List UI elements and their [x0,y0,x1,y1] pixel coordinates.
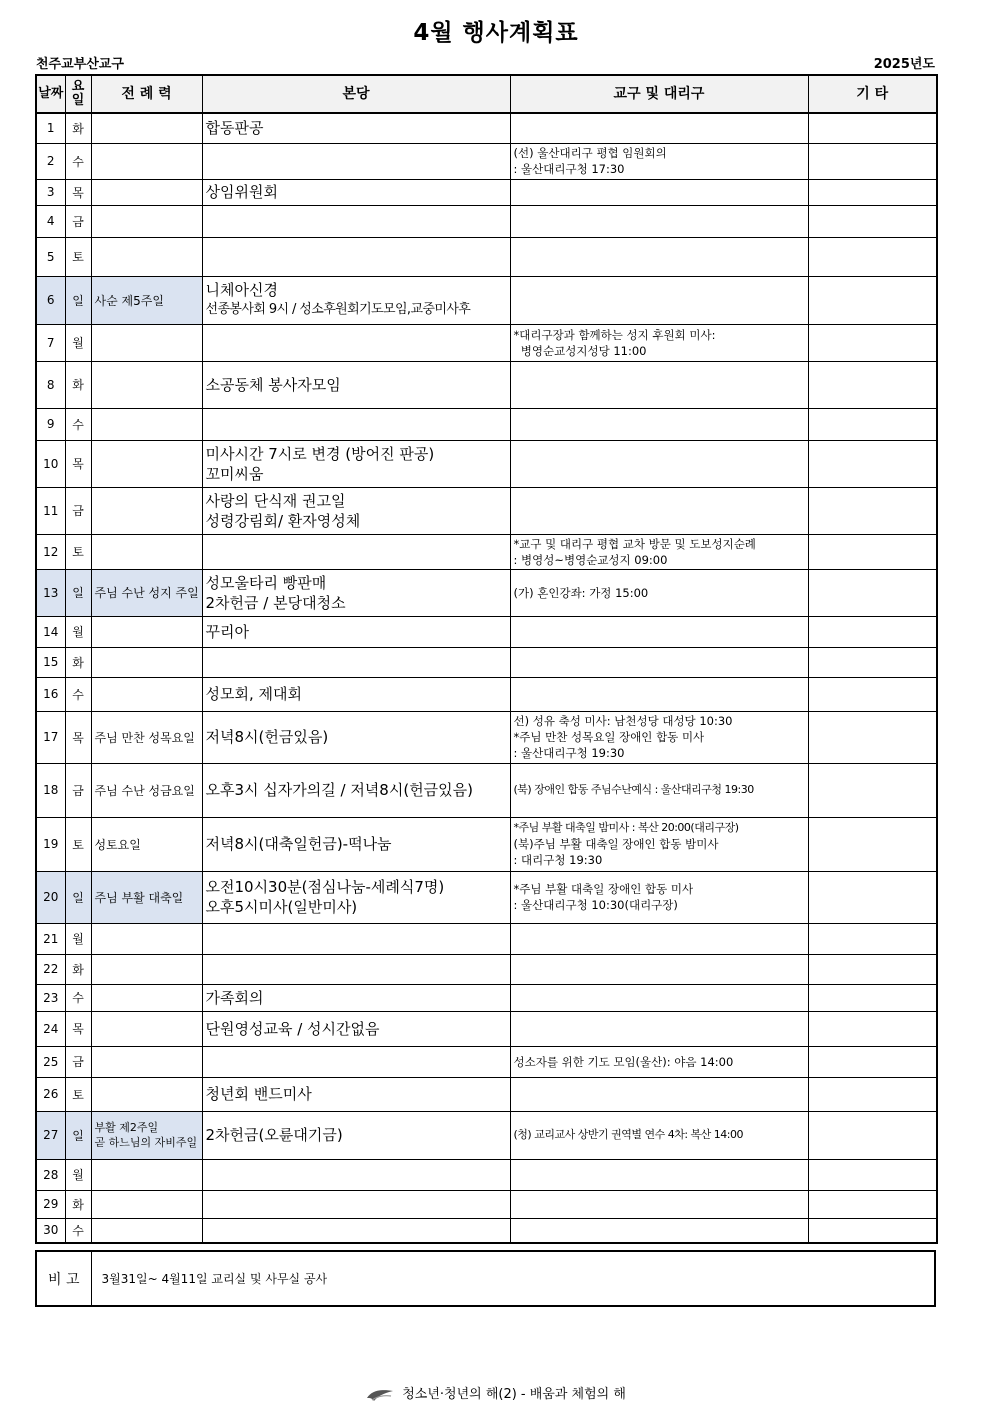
weekday-cell: 화 [65,1190,91,1218]
parish-event-line: 꼬미씨움 [205,464,264,483]
other-cell [808,1111,937,1159]
header-day: 날짜 [36,75,65,113]
parish-event-line: 성모회, 제대회 [205,685,302,703]
parish-events-cell [202,205,510,237]
diocese-event-line: : 울산대리구청 17:30 [513,162,625,176]
parish-event-line: 선종봉사회 9시 / 성소후원회기도모임,교중미사후 [205,302,471,317]
table-row [36,763,937,817]
day-cell: 12 [36,534,65,569]
liturgy-cell [91,487,202,534]
parish-events-cell [202,1046,510,1077]
header-other: 기 타 [808,75,937,113]
parish-events-cell [202,1077,510,1111]
other-cell [808,984,937,1011]
table-row [36,408,937,440]
diocese-events-cell [510,984,808,1011]
header-main: 본당 [202,75,510,113]
other-cell [808,205,937,237]
diocese-events-cell [510,647,808,677]
other-cell [808,1011,937,1046]
parish-events-cell [202,179,510,205]
weekday-cell: 월 [65,324,91,361]
liturgy-cell [91,954,202,984]
header-diocese: 교구 및 대리구 [510,75,808,113]
day-cell: 29 [36,1190,65,1218]
diocese-events-cell [510,1111,808,1159]
parish-events-cell [202,534,510,569]
diocese-events-cell [510,487,808,534]
diocese-events-cell [510,440,808,487]
parish-events-cell [202,324,510,361]
table-row [36,1111,937,1159]
parish-event-line: 합동판공 [205,119,264,138]
parish-events-cell [202,984,510,1011]
table-row [36,817,937,871]
parish-events-cell [202,817,510,871]
diocese-events-cell [510,1218,808,1243]
parish-event-line: 청년회 밴드미사 [205,1085,312,1103]
weekday-cell: 목 [65,1011,91,1046]
note-text: 3월31일~ 4월11일 교리실 및 사무실 공사 [91,1251,935,1306]
day-cell: 17 [36,711,65,763]
diocese-event-line: : 울산대리구청 19:30 [513,746,625,760]
liturgy-cell [91,677,202,711]
diocese-events-cell [510,324,808,361]
diocese-events-cell [510,1159,808,1190]
other-cell [808,237,937,276]
parish-events-cell [202,440,510,487]
table-row [36,487,937,534]
diocese-events-cell [510,871,808,923]
parish-events-cell [202,871,510,923]
diocese-event-line: *교구 및 대리구 평협 교차 방문 및 도보성지순례 [513,536,756,551]
liturgy-cell [91,711,202,763]
day-cell: 26 [36,1077,65,1111]
liturgy-cell [91,324,202,361]
diocese-events-cell [510,1046,808,1077]
weekday-cell: 화 [65,954,91,984]
day-cell: 14 [36,616,65,647]
day-cell: 22 [36,954,65,984]
day-cell: 11 [36,487,65,534]
day-cell: 8 [36,361,65,408]
parish-event-line: 단원영성교육 / 성시간없음 [205,1019,380,1038]
other-cell [808,954,937,984]
diocese-events-cell [510,817,808,871]
diocese-events-cell [510,408,808,440]
weekday-cell: 일 [65,871,91,923]
day-cell: 10 [36,440,65,487]
diocese-events-cell [510,179,808,205]
day-cell: 18 [36,763,65,817]
other-cell [808,817,937,871]
parish-event-line: 사랑의 단식재 권고일 [205,491,346,510]
table-row [36,1159,937,1190]
day-cell: 1 [36,113,65,143]
diocese-event-line: *대리구장과 함께하는 성지 후원회 미사: [513,327,716,342]
liturgy-line: 성토요일 [94,837,141,852]
day-cell: 23 [36,984,65,1011]
parish-event-line: 저녁8시(대축일헌금)-떡나눔 [205,835,392,853]
day-cell: 27 [36,1111,65,1159]
table-row [36,179,937,205]
day-cell: 20 [36,871,65,923]
weekday-cell: 목 [65,711,91,763]
day-cell: 7 [36,324,65,361]
page-title: 4월 행사계획표 [413,20,579,46]
table-row [36,954,937,984]
weekday-cell: 화 [65,113,91,143]
liturgy-cell [91,984,202,1011]
parish-events-cell [202,361,510,408]
diocese-events-cell [510,361,808,408]
parish-events-cell [202,569,510,616]
day-cell: 13 [36,569,65,616]
day-cell: 4 [36,205,65,237]
table-row [36,1218,937,1243]
weekday-cell: 화 [65,647,91,677]
parish-event-line: 성모울타리 빵판매 [205,573,327,592]
diocese-events-cell [510,276,808,324]
parish-events-cell [202,763,510,817]
table-row [36,276,937,324]
table-row [36,647,937,677]
note-table [35,1250,936,1307]
table-row [36,237,937,276]
parish-event-line: 소공동체 봉사자모임 [205,375,341,394]
weekday-cell: 일 [65,569,91,616]
diocese-events-cell [510,534,808,569]
table-row [36,143,937,179]
diocese-event-line: *주님 부활 대축일 장애인 합동 미사 [513,882,694,896]
weekday-cell: 목 [65,440,91,487]
weekday-cell: 일 [65,276,91,324]
day-cell: 30 [36,1218,65,1243]
parish-event-line: 니체아신경 [205,281,278,299]
parish-event-line: 오후3시 십자가의길 / 저녁8시(헌금있음) [205,781,474,799]
table-row [36,569,937,616]
parish-events-cell [202,487,510,534]
liturgy-cell [91,647,202,677]
weekday-cell: 토 [65,534,91,569]
liturgy-cell [91,1077,202,1111]
diocese-events-cell [510,1011,808,1046]
parish-events-cell [202,113,510,143]
other-cell [808,569,937,616]
liturgy-cell [91,113,202,143]
weekday-cell: 금 [65,763,91,817]
day-cell: 5 [36,237,65,276]
diocese-events-cell [510,954,808,984]
diocese-events-cell [510,923,808,954]
table-row [36,1046,937,1077]
day-cell: 19 [36,817,65,871]
weekday-cell: 수 [65,677,91,711]
other-cell [808,487,937,534]
parish-event-line: 오후5시미사(일반미사) [205,898,358,916]
parish-events-cell [202,237,510,276]
diocese-events-cell [510,569,808,616]
header-liturgy: 전 례 력 [91,75,202,113]
table-row [36,1077,937,1111]
diocese-event-line: (북)주님 부활 대축일 장애인 합동 밤미사 [513,837,719,851]
parish-event-line: 오전10시30분(점심나눔-세례식7명) [205,878,445,896]
day-cell: 21 [36,923,65,954]
day-cell: 28 [36,1159,65,1190]
other-cell [808,1190,937,1218]
footer-text: 청소년·청년의 해(2) - 배움과 체험의 해 [402,1387,626,1402]
liturgy-cell [91,569,202,616]
parish-event-line: 가족회의 [205,988,264,1007]
other-cell [808,677,937,711]
diocese-event-line: (청) 교리교사 상반기 권역별 연수 4차: 복산 14:00 [513,1128,743,1141]
table-row [36,534,937,569]
note-label: 비 고 [36,1251,91,1306]
diocese-event-line: *주님 만찬 성목요일 장애인 합동 미사 [513,730,705,744]
liturgy-cell [91,871,202,923]
parish-event-line: 꾸리아 [205,622,249,641]
weekday-cell: 토 [65,237,91,276]
header-row [36,75,937,113]
diocese-event-line: (가) 혼인강좌: 가정 15:00 [513,585,649,600]
liturgy-line: 주님 수난 성지 주일 [94,586,199,600]
weekday-cell: 금 [65,487,91,534]
weekday-cell: 수 [65,408,91,440]
weekday-cell: 수 [65,1218,91,1243]
parish-events-cell [202,711,510,763]
weekday-cell: 토 [65,817,91,871]
day-cell: 16 [36,677,65,711]
liturgy-cell [91,440,202,487]
liturgy-cell [91,1111,202,1159]
table-row [36,984,937,1011]
other-cell [808,143,937,179]
table-row [36,616,937,647]
other-cell [808,113,937,143]
liturgy-cell [91,276,202,324]
diocese-events-cell [510,237,808,276]
diocese-events-cell [510,677,808,711]
diocese-event-line: : 대리구청 19:30 [513,853,603,867]
liturgy-cell [91,1190,202,1218]
table-row [36,205,937,237]
weekday-cell: 수 [65,143,91,179]
day-cell: 2 [36,143,65,179]
weekday-cell: 화 [65,361,91,408]
parish-events-cell [202,1111,510,1159]
parish-events-cell [202,1190,510,1218]
parish-event-line: 2차헌금(오륜대기금) [205,1126,343,1144]
diocese-events-cell [510,616,808,647]
weekday-cell: 목 [65,179,91,205]
diocese-event-line: 병영순교성지성당 11:00 [513,343,647,358]
footer [0,1383,992,1402]
liturgy-cell [91,763,202,817]
weekday-cell: 토 [65,1077,91,1111]
table-row [36,1011,937,1046]
parish-events-cell [202,276,510,324]
other-cell [808,324,937,361]
parish-events-cell [202,923,510,954]
liturgy-cell [91,205,202,237]
liturgy-line: 주님 부활 대축일 [94,890,184,905]
table-row [36,440,937,487]
organization-label: 천주교부산교구 [36,57,124,72]
parish-event-line: 2차헌금 / 본당대청소 [205,593,346,612]
year-label: 2025년도 [873,57,935,72]
header-dow: 요일 [65,75,91,113]
liturgy-cell [91,1218,202,1243]
table-row [36,677,937,711]
parish-event-line: 성령강림회/ 환자영성체 [205,511,361,530]
parish-events-cell [202,143,510,179]
other-cell [808,408,937,440]
diocese-event-line: 성소자를 위한 기도 모임(울산): 야음 14:00 [513,1054,734,1069]
table-row [36,113,937,143]
weekday-cell: 일 [65,1111,91,1159]
other-cell [808,763,937,817]
table-row [36,871,937,923]
liturgy-cell [91,1011,202,1046]
weekday-cell: 월 [65,1159,91,1190]
other-cell [808,440,937,487]
diocese-events-cell [510,1077,808,1111]
liturgy-cell [91,179,202,205]
diocese-event-line: (북) 장애인 합동 주님수난예식 : 울산대리구청 19:30 [513,783,754,796]
liturgy-cell [91,237,202,276]
liturgy-line: 곧 하느님의 자비주일 [94,1136,198,1149]
other-cell [808,1046,937,1077]
liturgy-cell [91,817,202,871]
diocese-events-cell [510,205,808,237]
liturgy-cell [91,408,202,440]
liturgy-cell [91,616,202,647]
parish-events-cell [202,616,510,647]
liturgy-cell [91,1046,202,1077]
parish-event-line: 상임위원회 [205,183,278,201]
weekday-cell: 금 [65,205,91,237]
day-cell: 24 [36,1011,65,1046]
weekday-cell: 수 [65,984,91,1011]
diocese-events-cell [510,143,808,179]
table-row [36,324,937,361]
diocese-event-line: 선) 성유 축성 미사: 남천성당 대성당 10:30 [513,714,733,728]
day-cell: 3 [36,179,65,205]
liturgy-line: 주님 만찬 성목요일 [94,730,195,745]
parish-events-cell [202,647,510,677]
diocese-events-cell [510,763,808,817]
parish-events-cell [202,1011,510,1046]
table-row [36,361,937,408]
parish-events-cell [202,1218,510,1243]
weekday-cell: 월 [65,616,91,647]
table-row [36,1190,937,1218]
leaf-logo-icon [366,1388,394,1402]
day-cell: 6 [36,276,65,324]
diocese-event-line: (선) 울산대리구 평협 임원회의 [513,146,667,160]
liturgy-cell [91,1159,202,1190]
day-cell: 9 [36,408,65,440]
other-cell [808,361,937,408]
liturgy-cell [91,361,202,408]
diocese-event-line: : 울산대리구청 10:30(대리구장) [513,898,678,912]
other-cell [808,1218,937,1243]
day-cell: 25 [36,1046,65,1077]
schedule-table [35,74,938,1244]
diocese-events-cell [510,1190,808,1218]
other-cell [808,534,937,569]
table-row [36,923,937,954]
weekday-cell: 금 [65,1046,91,1077]
other-cell [808,647,937,677]
liturgy-cell [91,923,202,954]
weekday-cell: 월 [65,923,91,954]
diocese-event-line: *주님 부활 대축일 밤미사 : 복산 20:00(대리구장) [513,821,739,834]
parish-events-cell [202,1159,510,1190]
table-row [36,711,937,763]
liturgy-cell [91,143,202,179]
other-cell [808,871,937,923]
other-cell [808,923,937,954]
liturgy-line: 사순 제5주일 [94,293,164,308]
parish-events-cell [202,677,510,711]
diocese-event-line: : 병영성~병영순교성지 09:00 [513,552,668,567]
other-cell [808,711,937,763]
other-cell [808,1159,937,1190]
diocese-events-cell [510,113,808,143]
day-cell: 15 [36,647,65,677]
parish-event-line: 미사시간 7시로 변경 (방어진 판공) [205,444,435,463]
other-cell [808,616,937,647]
parish-events-cell [202,954,510,984]
parish-event-line: 저녁8시(헌금있음) [205,728,329,746]
liturgy-line: 주님 수난 성금요일 [94,783,195,798]
other-cell [808,1077,937,1111]
parish-events-cell [202,408,510,440]
liturgy-cell [91,534,202,569]
other-cell [808,276,937,324]
liturgy-line: 부활 제2주일 [94,1121,159,1134]
other-cell [808,179,937,205]
diocese-events-cell [510,711,808,763]
